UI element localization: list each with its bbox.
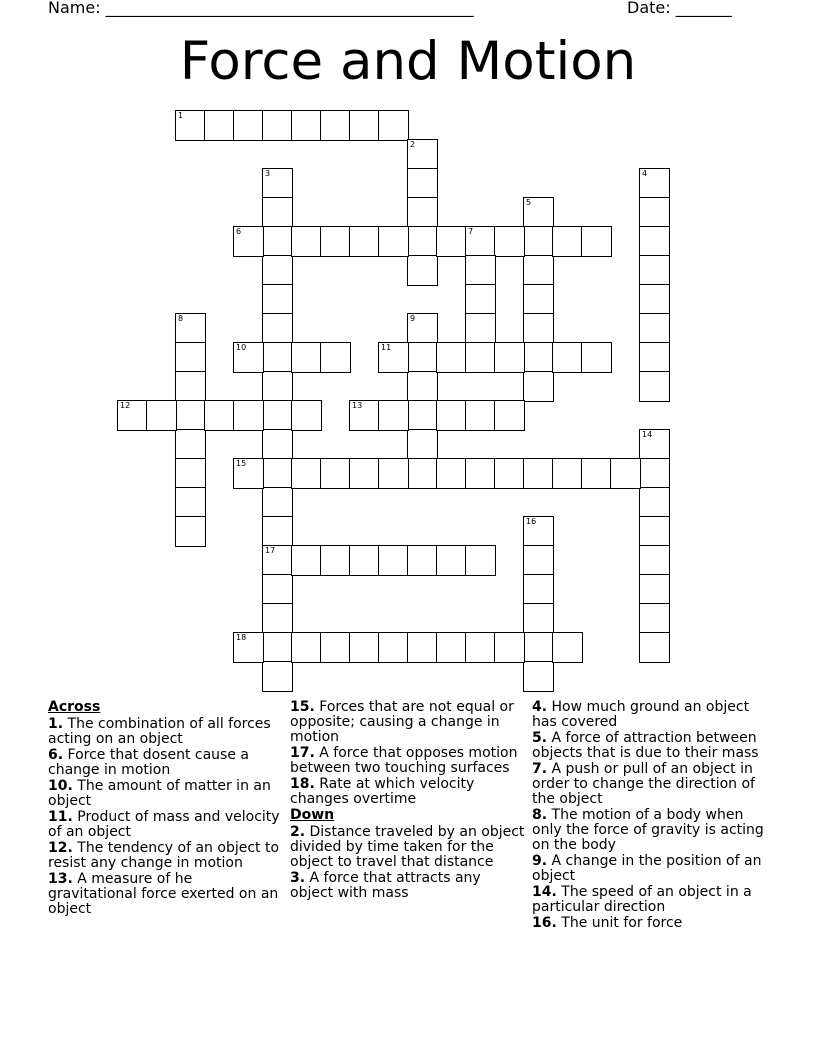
grid-cell[interactable] xyxy=(262,313,293,344)
grid-cell[interactable] xyxy=(262,284,293,315)
grid-cell[interactable] xyxy=(262,342,293,373)
grid-clue-number: 14 xyxy=(642,430,653,439)
grid-cell[interactable] xyxy=(407,342,438,373)
grid-cell[interactable] xyxy=(320,632,351,663)
grid-cell[interactable] xyxy=(262,371,293,402)
clue-across-10: 10. The amount of matter in an object xyxy=(48,778,271,809)
grid-clue-number: 12 xyxy=(120,401,131,410)
grid-cell[interactable] xyxy=(378,458,409,489)
grid-cell[interactable] xyxy=(436,458,467,489)
grid-cell[interactable] xyxy=(523,342,554,373)
grid-cell[interactable] xyxy=(465,342,496,373)
grid-cell[interactable] xyxy=(349,632,380,663)
grid-clue-number: 18 xyxy=(236,633,247,642)
grid-cell[interactable] xyxy=(639,574,670,605)
grid-cell[interactable] xyxy=(465,284,496,315)
grid-clue-number: 7 xyxy=(468,227,474,236)
grid-cell[interactable] xyxy=(291,226,322,257)
grid-cell[interactable] xyxy=(465,545,496,576)
grid-clue-number: 2 xyxy=(410,140,416,149)
grid-cell[interactable] xyxy=(436,342,467,373)
grid-cell[interactable] xyxy=(639,545,670,576)
grid-cell[interactable] xyxy=(639,487,670,518)
grid-cell[interactable] xyxy=(523,545,554,576)
grid-cell[interactable] xyxy=(291,400,322,431)
grid-cell[interactable] xyxy=(407,458,438,489)
grid-cell[interactable] xyxy=(552,226,583,257)
grid-cell[interactable] xyxy=(262,545,293,576)
grid-cell[interactable] xyxy=(407,255,438,286)
grid-cell[interactable] xyxy=(523,371,554,402)
grid-cell[interactable] xyxy=(262,661,293,692)
grid-clue-number: 10 xyxy=(236,343,247,352)
grid-cell[interactable] xyxy=(523,197,554,228)
grid-cell[interactable] xyxy=(262,255,293,286)
grid-cell[interactable] xyxy=(639,342,670,373)
grid-cell[interactable] xyxy=(523,458,554,489)
grid-cell[interactable] xyxy=(378,545,409,576)
grid-cell[interactable] xyxy=(639,313,670,344)
grid-cell[interactable] xyxy=(117,400,148,431)
grid-cell[interactable] xyxy=(581,226,612,257)
grid-cell[interactable] xyxy=(639,371,670,402)
name-field-line: Name: ______________________________________________ xyxy=(48,0,474,17)
grid-cell[interactable] xyxy=(175,487,206,518)
grid-cell[interactable] xyxy=(320,458,351,489)
grid-cell[interactable] xyxy=(407,168,438,199)
clue-down-4: 4. How much ground an object has covered xyxy=(532,699,750,730)
grid-clue-number: 4 xyxy=(642,169,648,178)
grid-cell[interactable] xyxy=(175,400,206,431)
grid-cell[interactable] xyxy=(320,110,351,141)
across-heading: Across xyxy=(48,699,101,715)
grid-cell[interactable] xyxy=(465,400,496,431)
clue-across-1: 1. The combination of all forces acting on an object xyxy=(48,716,271,747)
grid-clue-number: 1 xyxy=(178,111,184,120)
grid-cell[interactable] xyxy=(349,545,380,576)
clue-across-6: 6. Force that dosent cause a change in motion xyxy=(48,747,249,778)
grid-cell[interactable] xyxy=(262,197,293,228)
grid-cell[interactable] xyxy=(349,110,380,141)
grid-cell[interactable] xyxy=(407,371,438,402)
down-heading: Down xyxy=(290,807,335,823)
grid-cell[interactable] xyxy=(436,226,467,257)
grid-cell[interactable] xyxy=(262,168,293,199)
clue-column-1 xyxy=(48,700,284,918)
grid-cell[interactable] xyxy=(639,284,670,315)
grid-cell[interactable] xyxy=(291,342,322,373)
grid-cell[interactable] xyxy=(639,168,670,199)
clue-column-3 xyxy=(532,700,768,932)
grid-cell[interactable] xyxy=(378,400,409,431)
grid-cell[interactable] xyxy=(436,545,467,576)
clue-across-12: 12. The tendency of an object to resist any change in motion xyxy=(48,840,280,871)
clue-down-8: 8. The motion of a body when only the force of gravity is acting on the body xyxy=(532,807,764,853)
grid-cell[interactable] xyxy=(639,458,670,489)
grid-cell[interactable] xyxy=(262,603,293,634)
grid-cell[interactable] xyxy=(262,516,293,547)
grid-cell[interactable] xyxy=(523,255,554,286)
grid-cell[interactable] xyxy=(494,226,525,257)
grid-cell[interactable] xyxy=(407,226,438,257)
grid-cell[interactable] xyxy=(320,226,351,257)
grid-cell[interactable] xyxy=(523,574,554,605)
grid-clue-number: 9 xyxy=(410,314,416,323)
grid-cell[interactable] xyxy=(175,458,206,489)
grid-cell[interactable] xyxy=(262,226,293,257)
grid-cell[interactable] xyxy=(407,429,438,460)
grid-cell[interactable] xyxy=(175,110,206,141)
grid-cell[interactable] xyxy=(175,371,206,402)
grid-cell[interactable] xyxy=(465,313,496,344)
grid-cell[interactable] xyxy=(465,632,496,663)
grid-cell[interactable] xyxy=(407,545,438,576)
grid-cell[interactable] xyxy=(523,516,554,547)
clue-down-16: 16. The unit for force xyxy=(532,915,683,931)
grid-cell[interactable] xyxy=(320,342,351,373)
clue-across-13: 13. A measure of he gravitational force exerted on an object xyxy=(48,871,279,917)
grid-cell[interactable] xyxy=(175,429,206,460)
grid-cell[interactable] xyxy=(233,400,264,431)
clue-down-14: 14. The speed of an object in a particular direction xyxy=(532,884,752,915)
grid-cell[interactable] xyxy=(320,545,351,576)
grid-cell[interactable] xyxy=(175,342,206,373)
grid-cell[interactable] xyxy=(262,429,293,460)
grid-cell[interactable] xyxy=(291,632,322,663)
grid-cell[interactable] xyxy=(639,632,670,663)
grid-cell[interactable] xyxy=(349,400,380,431)
clue-across-18: 18. Rate at which velocity changes overtime xyxy=(290,776,475,807)
grid-cell[interactable] xyxy=(233,458,264,489)
grid-clue-number: 8 xyxy=(178,314,184,323)
grid-cell[interactable] xyxy=(494,632,525,663)
grid-cell[interactable] xyxy=(233,226,264,257)
clue-across-11: 11. Product of mass and velocity of an object xyxy=(48,809,280,840)
grid-cell[interactable] xyxy=(639,197,670,228)
grid-cell[interactable] xyxy=(233,110,264,141)
clue-across-17: 17. A force that opposes motion between two touching surfaces xyxy=(290,745,518,776)
grid-cell[interactable] xyxy=(407,632,438,663)
grid-clue-number: 16 xyxy=(526,517,537,526)
grid-cell[interactable] xyxy=(349,226,380,257)
grid-clue-number: 15 xyxy=(236,459,247,468)
grid-cell[interactable] xyxy=(494,342,525,373)
grid-cell[interactable] xyxy=(523,661,554,692)
grid-cell[interactable] xyxy=(639,226,670,257)
date-field-line: Date: _______ xyxy=(627,0,732,17)
grid-cell[interactable] xyxy=(523,632,554,663)
grid-cell[interactable] xyxy=(639,429,670,460)
clue-across-15: 15. Forces that are not equal or opposite; causing a change in motion xyxy=(290,699,514,745)
grid-cell[interactable] xyxy=(639,603,670,634)
grid-cell[interactable] xyxy=(523,313,554,344)
grid-cell[interactable] xyxy=(407,139,438,170)
grid-cell[interactable] xyxy=(262,574,293,605)
grid-cell[interactable] xyxy=(262,632,293,663)
clue-column-2 xyxy=(290,700,526,902)
grid-cell[interactable] xyxy=(494,458,525,489)
grid-cell[interactable] xyxy=(581,342,612,373)
grid-cell[interactable] xyxy=(407,400,438,431)
grid-cell[interactable] xyxy=(204,110,235,141)
clue-down-7: 7. A push or pull of an object in order to change the direction of the object xyxy=(532,761,755,807)
grid-cell[interactable] xyxy=(175,516,206,547)
grid-cell[interactable] xyxy=(436,400,467,431)
grid-cell[interactable] xyxy=(581,458,612,489)
grid-cell[interactable] xyxy=(204,400,235,431)
clue-down-2: 2. Distance traveled by an object divided by time taken for the object to travel that distance xyxy=(290,824,525,870)
grid-cell[interactable] xyxy=(262,400,293,431)
grid-clue-number: 17 xyxy=(265,546,276,555)
grid-cell[interactable] xyxy=(523,284,554,315)
grid-cell[interactable] xyxy=(233,342,264,373)
grid-cell[interactable] xyxy=(378,632,409,663)
grid-cell[interactable] xyxy=(262,458,293,489)
grid-clue-number: 3 xyxy=(265,169,271,178)
clue-down-9: 9. A change in the position of an object xyxy=(532,853,762,884)
clue-down-5: 5. A force of attraction between objects that is due to their mass xyxy=(532,730,759,761)
grid-cell[interactable] xyxy=(639,255,670,286)
grid-cell[interactable] xyxy=(552,458,583,489)
grid-cell[interactable] xyxy=(552,632,583,663)
grid-cell[interactable] xyxy=(291,110,322,141)
grid-cell[interactable] xyxy=(146,400,177,431)
grid-cell[interactable] xyxy=(291,458,322,489)
grid-clue-number: 13 xyxy=(352,401,363,410)
clue-down-3: 3. A force that attracts any object with mass xyxy=(290,870,481,901)
page-title: Force and Motion xyxy=(179,31,637,92)
grid-cell[interactable] xyxy=(349,458,380,489)
grid-cell[interactable] xyxy=(465,226,496,257)
grid-cell[interactable] xyxy=(407,197,438,228)
grid-cell[interactable] xyxy=(552,342,583,373)
grid-cell[interactable] xyxy=(262,110,293,141)
grid-cell[interactable] xyxy=(262,487,293,518)
grid-cell[interactable] xyxy=(233,632,264,663)
grid-cell[interactable] xyxy=(407,313,438,344)
grid-cell[interactable] xyxy=(465,458,496,489)
grid-cell[interactable] xyxy=(465,255,496,286)
grid-cell[interactable] xyxy=(494,400,525,431)
grid-cell[interactable] xyxy=(610,458,641,489)
grid-cell[interactable] xyxy=(639,516,670,547)
grid-clue-number: 5 xyxy=(526,198,532,207)
grid-clue-number: 6 xyxy=(236,227,242,236)
grid-cell[interactable] xyxy=(378,110,409,141)
grid-cell[interactable] xyxy=(436,632,467,663)
grid-cell[interactable] xyxy=(378,342,409,373)
grid-cell[interactable] xyxy=(378,226,409,257)
grid-cell[interactable] xyxy=(523,226,554,257)
grid-cell[interactable] xyxy=(175,313,206,344)
grid-cell[interactable] xyxy=(291,545,322,576)
grid-cell[interactable] xyxy=(523,603,554,634)
grid-clue-number: 11 xyxy=(381,343,392,352)
